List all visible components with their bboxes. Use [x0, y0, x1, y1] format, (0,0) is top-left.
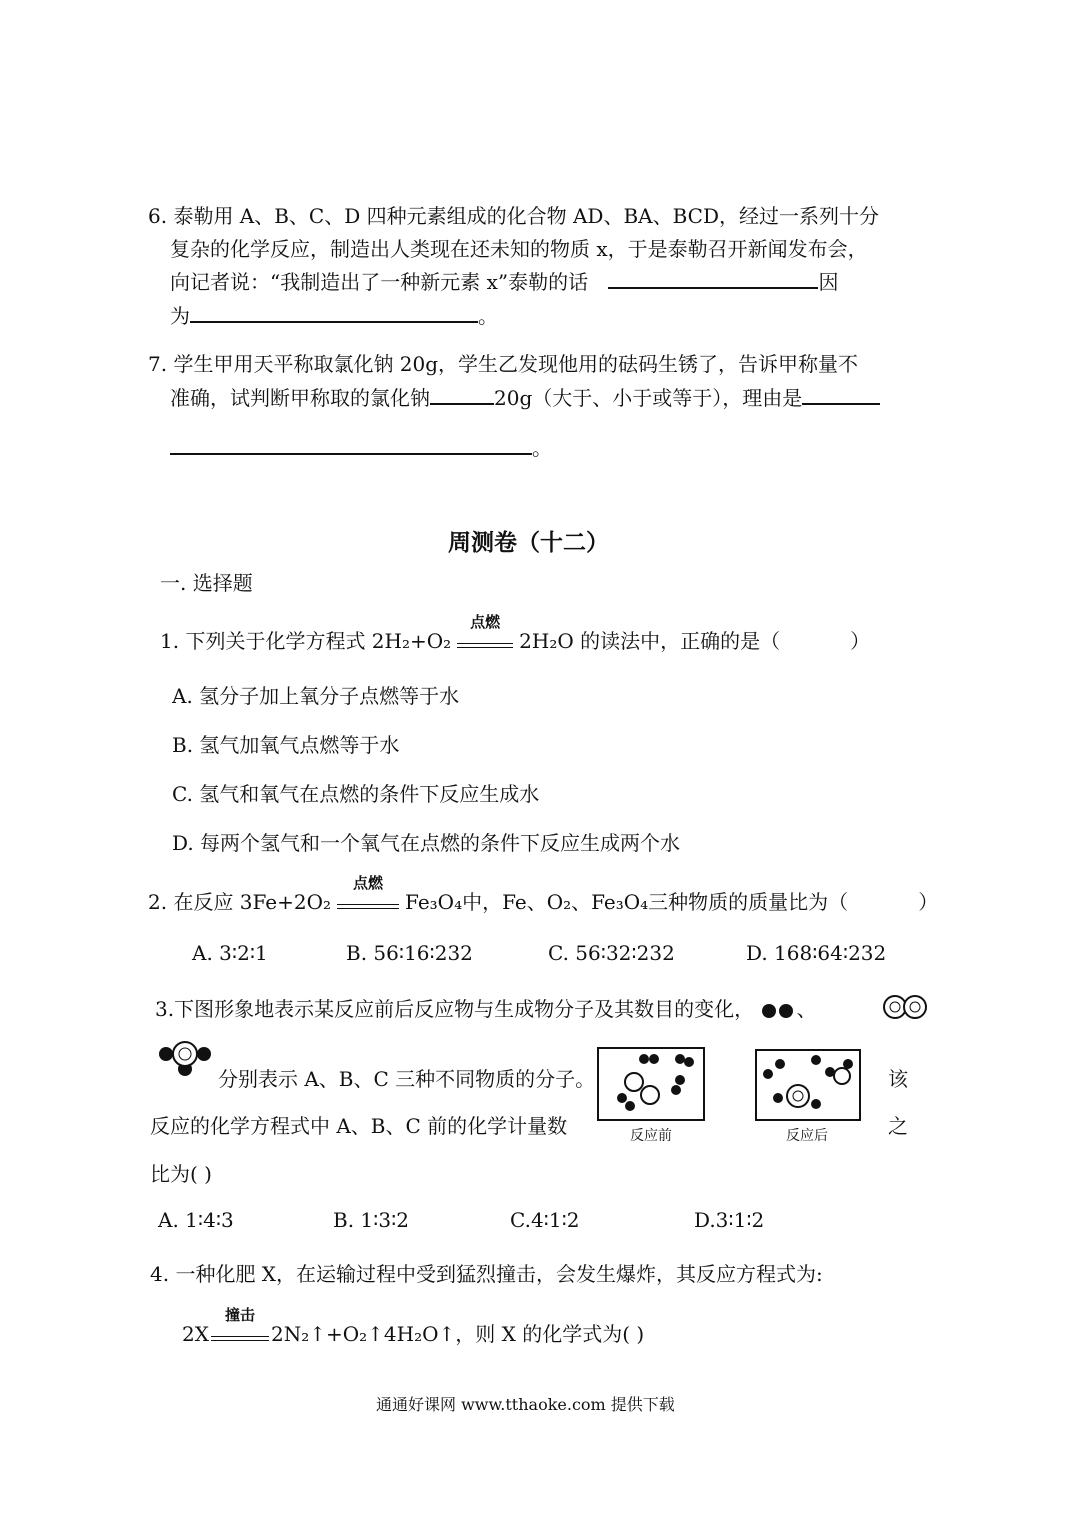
- q3-option-b: B. 1∶3∶2: [333, 1208, 409, 1232]
- molecule-c-icon: [158, 1040, 214, 1076]
- after-reaction-box: [754, 1048, 864, 1124]
- q3-line1-text: 3.下图形象地表示某反应前后反应物与生成物分子及其数目的变化，: [155, 997, 755, 1021]
- q3-option-c: C.4∶1∶2: [510, 1208, 580, 1232]
- section-heading: 一. 选择题: [160, 571, 253, 595]
- q2-stem-b: Fe₃O₄中，Fe、O₂、Fe₃O₄三种物质的质量比为（: [405, 890, 849, 914]
- q4-condition: 撞击: [224, 1306, 255, 1324]
- q6-line4: [170, 300, 498, 329]
- before-reaction-box: [596, 1046, 708, 1124]
- q1-condition: 点燃: [470, 613, 501, 631]
- q3-option-a: A. 1∶4∶3: [158, 1208, 234, 1232]
- q6-line3: [170, 266, 838, 295]
- q2-option-a: A. 3∶2∶1: [192, 941, 268, 965]
- q7-answer-blank-2[interactable]: [802, 385, 880, 405]
- q2-stem: [148, 874, 939, 915]
- q6-line4-text: 为: [170, 304, 190, 328]
- q1-stem-b: 2H₂O 的读法中，正确的是（: [519, 629, 781, 653]
- q2-condition-arrow: [337, 874, 399, 909]
- q7-line2: [170, 382, 880, 411]
- q2-condition: 点燃: [353, 874, 384, 892]
- q2-option-b: B. 56∶16∶232: [346, 941, 473, 965]
- q4-eq-a: 2X: [182, 1322, 209, 1346]
- q3-option-d: D.3∶1∶2: [694, 1208, 765, 1232]
- q4-condition-arrow: [211, 1306, 269, 1341]
- q6-answer-blank-1[interactable]: [608, 269, 818, 289]
- q1-option-d: D. 每两个氢气和一个氧气在点燃的条件下反应生成两个水: [172, 831, 681, 855]
- page-title: 周测卷（十二）: [448, 529, 609, 556]
- q6-line3-text: 向记者说：“我制造出了一种新元素 x”泰勒的话: [170, 270, 589, 294]
- q1-condition-arrow: [457, 613, 513, 648]
- q1-option-b: B. 氢气加氧气点燃等于水: [172, 733, 400, 757]
- q6-line1: 6. 泰勒用 A、B、C、D 四种元素组成的化合物 AD、BA、BCD，经过一系列十分: [148, 204, 880, 228]
- q3-line3: 反应的化学方程式中 A、B、C 前的化学计量数: [150, 1114, 568, 1138]
- q2-option-c: C. 56∶32∶232: [548, 941, 675, 965]
- q7-line2-mid: 20g（大于、小于或等于），理由是: [494, 386, 803, 410]
- q6-line3-end: 因: [818, 270, 839, 294]
- q7-answer-blank-1[interactable]: [430, 385, 494, 405]
- q3-line2-end: 该: [888, 1067, 908, 1091]
- molecule-b-icon: [882, 994, 930, 1020]
- q6-line2: 复杂的化学反应，制造出人类现在还未知的物质 x，于是泰勒召开新闻发布会，: [170, 237, 868, 261]
- q3-line2: 分别表示 A、B、C 三种不同物质的分子。: [218, 1067, 596, 1091]
- q7-answer-blank-3[interactable]: [170, 435, 532, 455]
- q7-line1: 7. 学生甲用天平称取氯化钠 20g，学生乙发现他用的砝码生锈了，告诉甲称量不: [148, 352, 859, 376]
- q6-answer-blank-2[interactable]: [190, 303, 478, 323]
- q2-stem-a: 2. 在反应 3Fe+2O₂: [148, 890, 332, 914]
- q1-stem-a: 1. 下列关于化学方程式 2H₂+O₂: [160, 629, 452, 653]
- q4-line1: 4. 一种化肥 X，在运输过程中受到猛烈撞击，会发生爆炸，其反应方程式为:: [150, 1262, 823, 1286]
- q3-line1: [155, 993, 816, 1022]
- footer-text: 通通好课网 www.tthaoke.com 提供下载: [376, 1395, 675, 1414]
- molecule-a-icon: [760, 1001, 796, 1021]
- q2-option-d: D. 168∶64∶232: [746, 941, 887, 965]
- q1-stem-c: ）: [850, 629, 871, 653]
- q1-option-a: A. 氢分子加上氧分子点燃等于水: [172, 684, 460, 708]
- before-reaction-label: 反应前: [630, 1128, 672, 1144]
- q7-line3: [170, 432, 552, 461]
- q1-stem: [160, 613, 871, 654]
- q7-line3-end: 。: [532, 436, 552, 460]
- q3-separator: 、: [796, 997, 817, 1021]
- q3-line3-end: 之: [888, 1114, 908, 1138]
- q6-line4-end: 。: [478, 304, 498, 328]
- q4-eq-b: 2N₂↑+O₂↑4H₂O↑，则 X 的化学式为( ): [270, 1322, 645, 1346]
- q1-option-c: C. 氢气和氧气在点燃的条件下反应生成水: [172, 782, 540, 806]
- q7-line2-text: 准确，试判断甲称取的氯化钠: [170, 386, 430, 410]
- q3-line4: 比为( ): [150, 1162, 212, 1186]
- q2-stem-c: ）: [918, 890, 939, 914]
- after-reaction-label: 反应后: [786, 1128, 828, 1144]
- q4-equation: [182, 1306, 645, 1347]
